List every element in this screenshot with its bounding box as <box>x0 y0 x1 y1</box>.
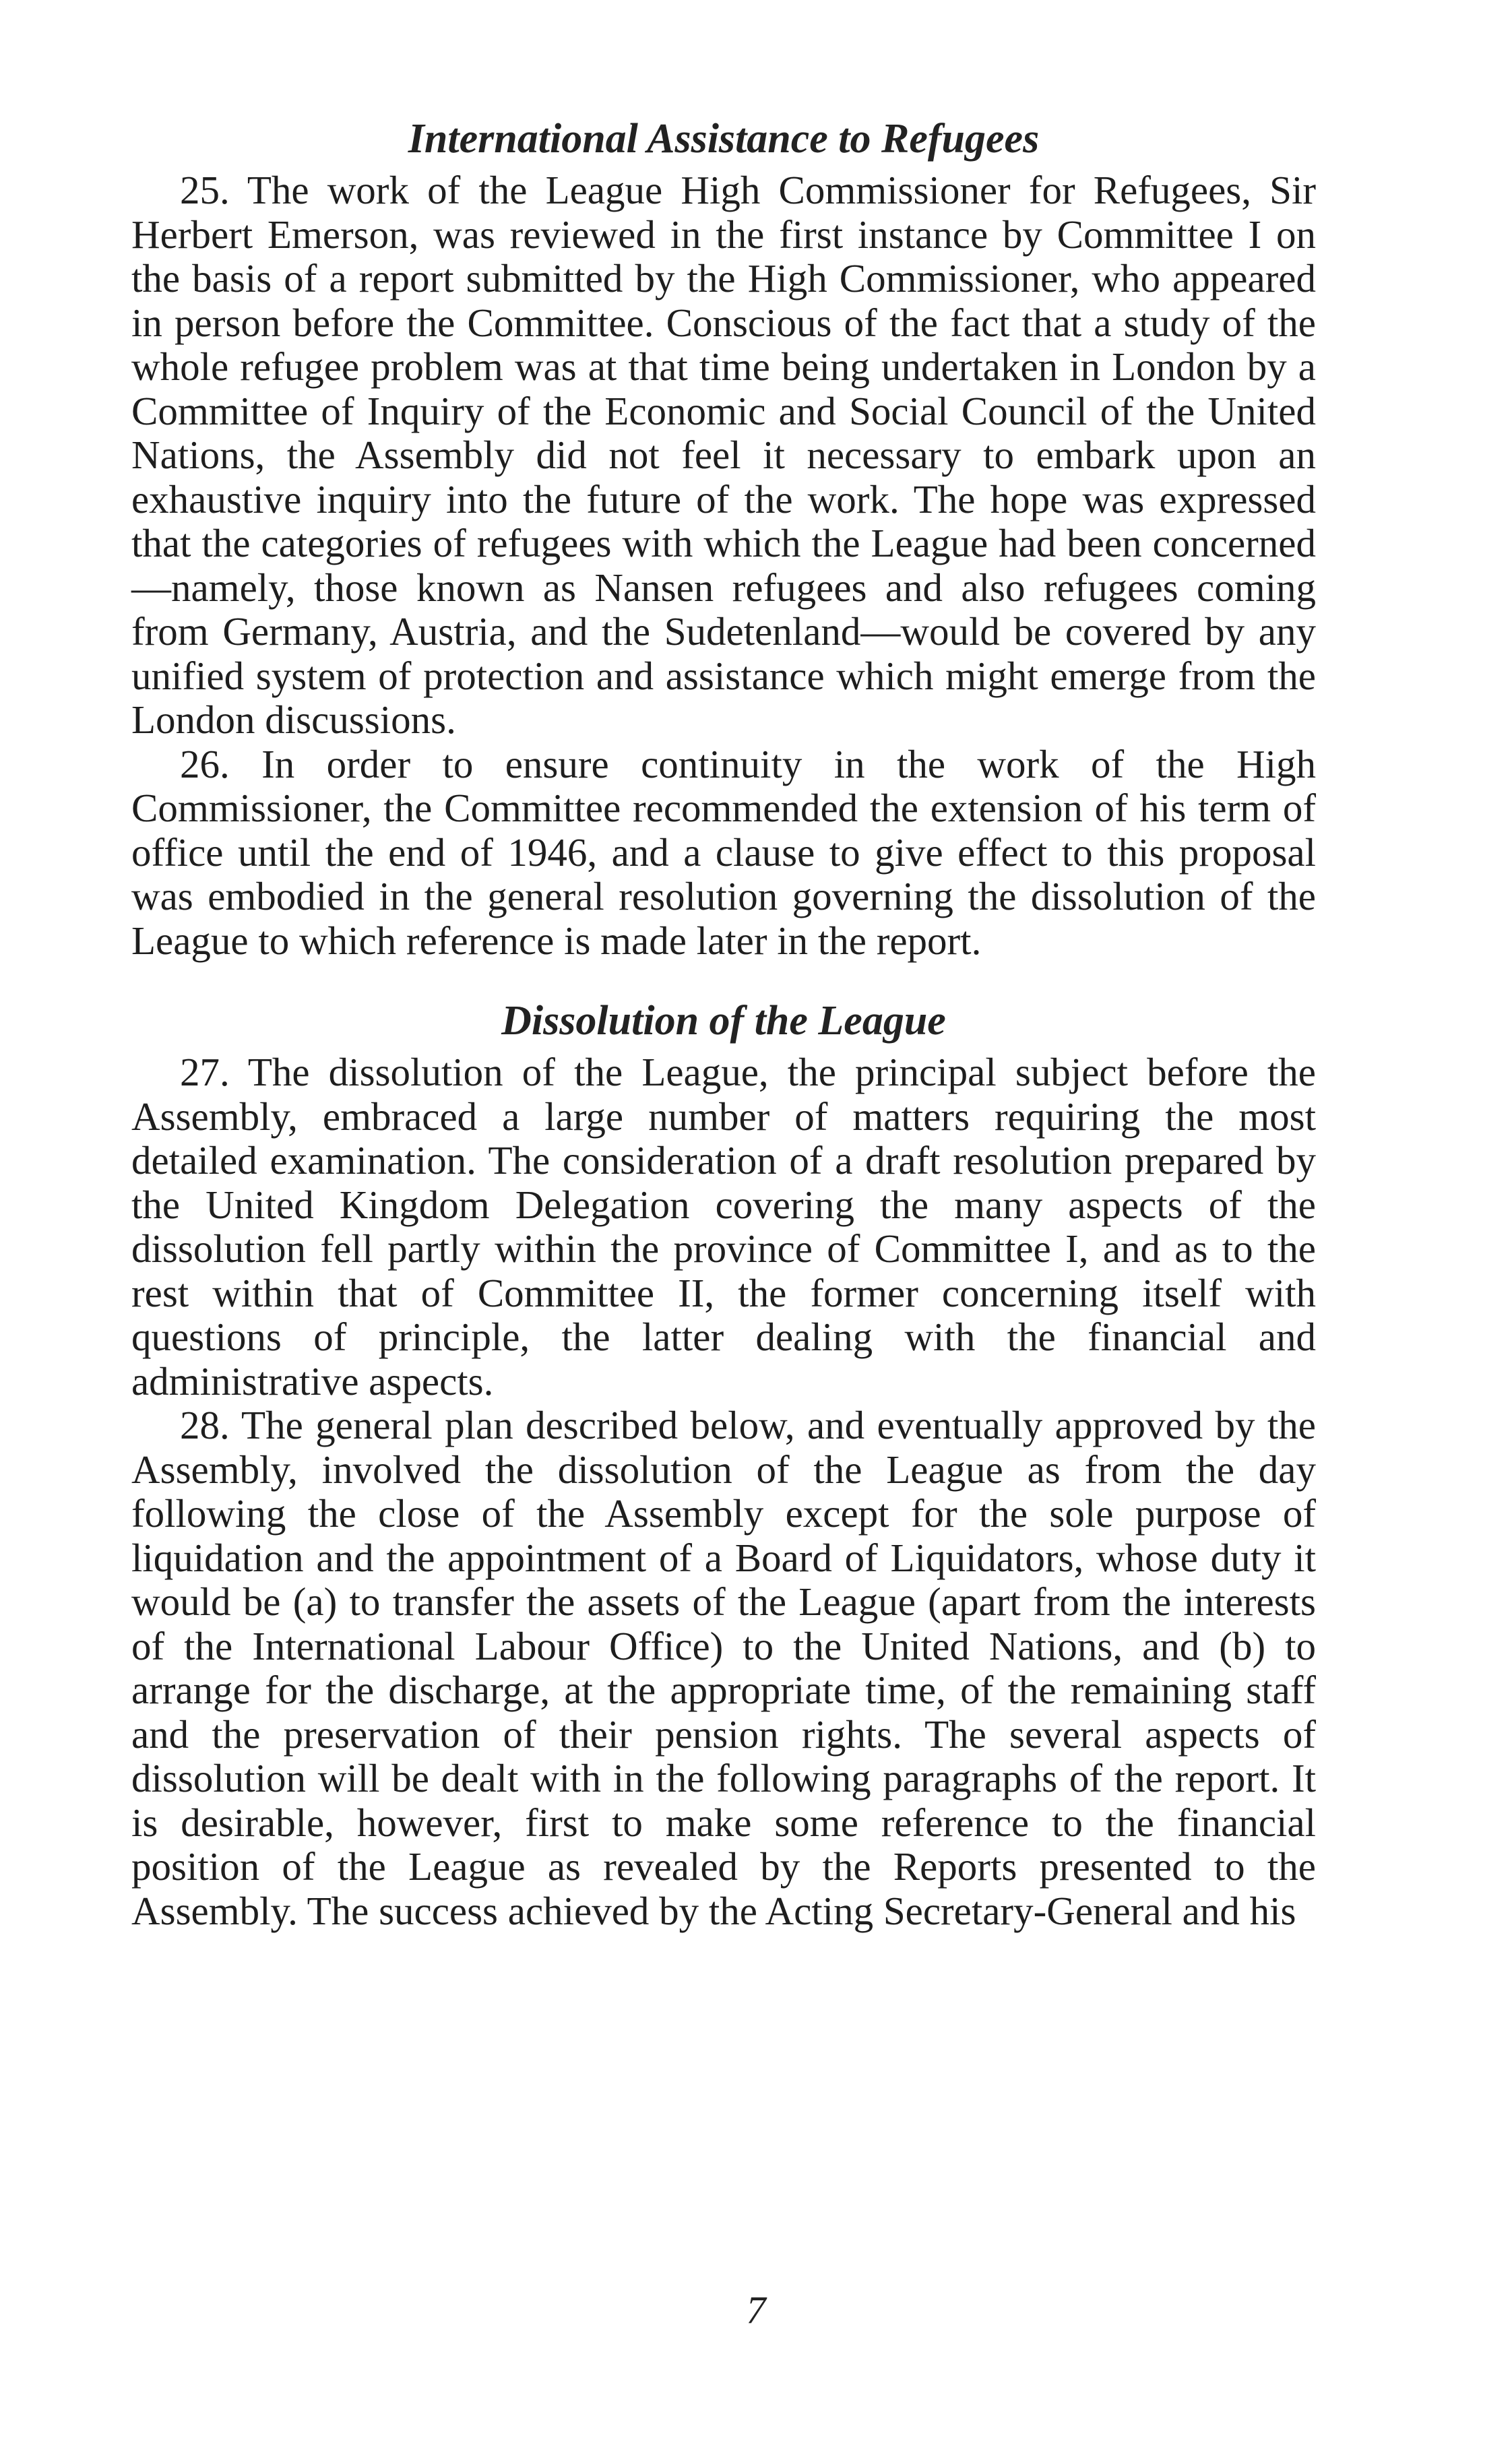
section-heading-dissolution: Dissolution of the League <box>501 998 946 1044</box>
section-heading-refugees: International Assistance to Refugees <box>408 116 1040 162</box>
paragraph-28: 28. The general plan described below, and eventually approved by the Assembly, involved the dissolution of the League as from the day following the close of the Assembly except for the sole purpose of liquidation and the appointment of a Board of Liquidators, whose duty it would be (a) to transfer the assets of the League (apart from the interests of the International Labour Office) to the United Nations, and (b) to arrange for the discharge, at the appropriate time, of the remaining staff and the preservation of their pension rights. The several aspects of dissolution will be dealt with in the following paragraphs of the report. It is desirable, however, first to make some reference to the financial position of the League as revealed by the Reports presented to the Assembly. The success achieved by the Acting Secretary-General and his <box>131 1403 1316 1933</box>
document-page <box>131 115 1316 1933</box>
page-number: 7 <box>746 2288 766 2332</box>
paragraph-26: 26. In order to ensure continuity in the work of the High Commissioner, the Committee recommended the extension of his term of office until the end of 1946, and a clause to give effect to this proposal was embodied in the general resolution governing the dissolution of the League to which reference is made later in the report. <box>131 741 1316 963</box>
paragraph-25: 25. The work of the League High Commissioner for Refugees, Sir Herbert Emerson, was reviewed in the first instance by Committee I on the basis of a report submitted by the High Commissioner, who appeared in person before the Committee. Conscious of the fact that a study of the whole refugee problem was at that time being undertaken in London by a Committee of Inquiry of the Economic and Social Council of the United Nations, the Assembly did not feel it necessary to embark upon an exhaustive inquiry into the future of the work. The hope was expressed that the categories of refugees with which the League had been concerned—namely, those known as Nansen refugees and also refugees coming from Germany, Austria, and the Sudetenland—would be covered by any unified system of protection and assistance which might emerge from the London discussions. <box>131 168 1316 742</box>
paragraph-27: 27. The dissolution of the League, the principal subject before the Assembly, embraced a large number of matters requiring the most detailed examination. The consideration of a draft resolution prepared by the United Kingdom Delegation covering the many aspects of the dissolution fell partly within the province of Committee I, and as to the rest within that of Committee II, the former concerning itself with questions of principle, the latter dealing with the financial and administrative aspects. <box>131 1050 1316 1404</box>
